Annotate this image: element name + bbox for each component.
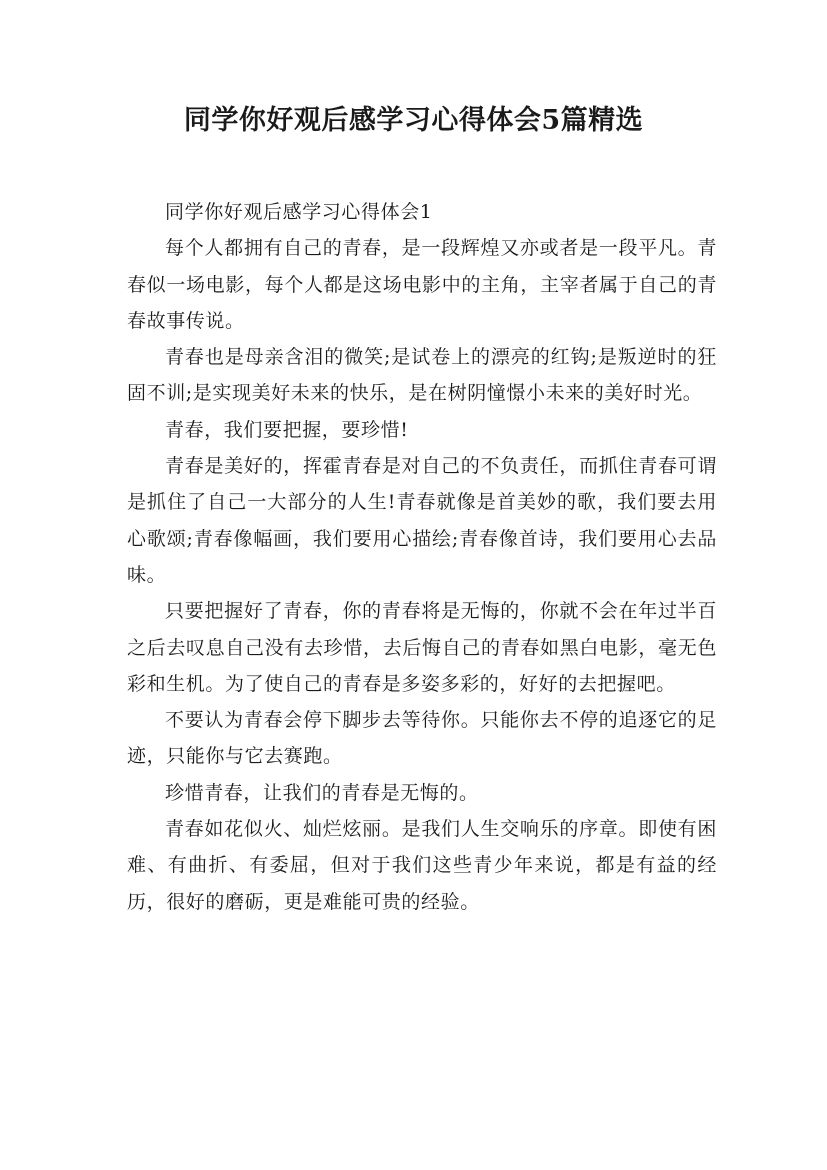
- paragraph: 珍惜青春，让我们的青春是无悔的。: [165, 781, 479, 804]
- document-title: 同学你好观后感学习心得体会5篇精选: [183, 105, 644, 136]
- paragraph: 青春，我们要把握，要珍惜!: [165, 418, 409, 441]
- paragraph: 只要把握好了青春，你的青春将是无悔的，你就不会在年过半百之后去叹息自己没有去珍惜，去后悔自己的青春如黑白电影，毫无色彩和生机。为了使自己的青春是多姿多彩的，好好的去把握吧。: [127, 600, 717, 695]
- paragraph: 青春如花似火、灿烂炫丽。是我们人生交响乐的序章。即使有困难、有曲折、有委屈，但对于我们这些青少年来说，都是有益的经历，很好的磨砺，更是难能可贵的经验。: [127, 818, 717, 913]
- paragraph: 不要认为青春会停下脚步去等待你。只能你去不停的追逐它的足迹，只能你与它去赛跑。: [127, 709, 717, 768]
- section-heading: 同学你好观后感学习心得体会1: [165, 201, 433, 223]
- document-body: [127, 194, 717, 920]
- paragraph: 青春是美好的，挥霍青春是对自己的不负责任，而抓住青春可谓是抓住了自己一大部分的人生!青春就像是首美妙的歌，我们要去用心歌颂;青春像幅画，我们要用心描绘;青春像首诗，我们要用心去品味。: [127, 455, 717, 586]
- paragraph: 青春也是母亲含泪的微笑;是试卷上的漂亮的红钩;是叛逆时的狂固不训;是实现美好未来的快乐，是在树阴憧憬小未来的美好时光。: [127, 346, 717, 405]
- paragraph: 每个人都拥有自己的青春，是一段辉煌又亦或者是一段平凡。青春似一场电影，每个人都是这场电影中的主角，主宰者属于自己的青春故事传说。: [127, 237, 717, 332]
